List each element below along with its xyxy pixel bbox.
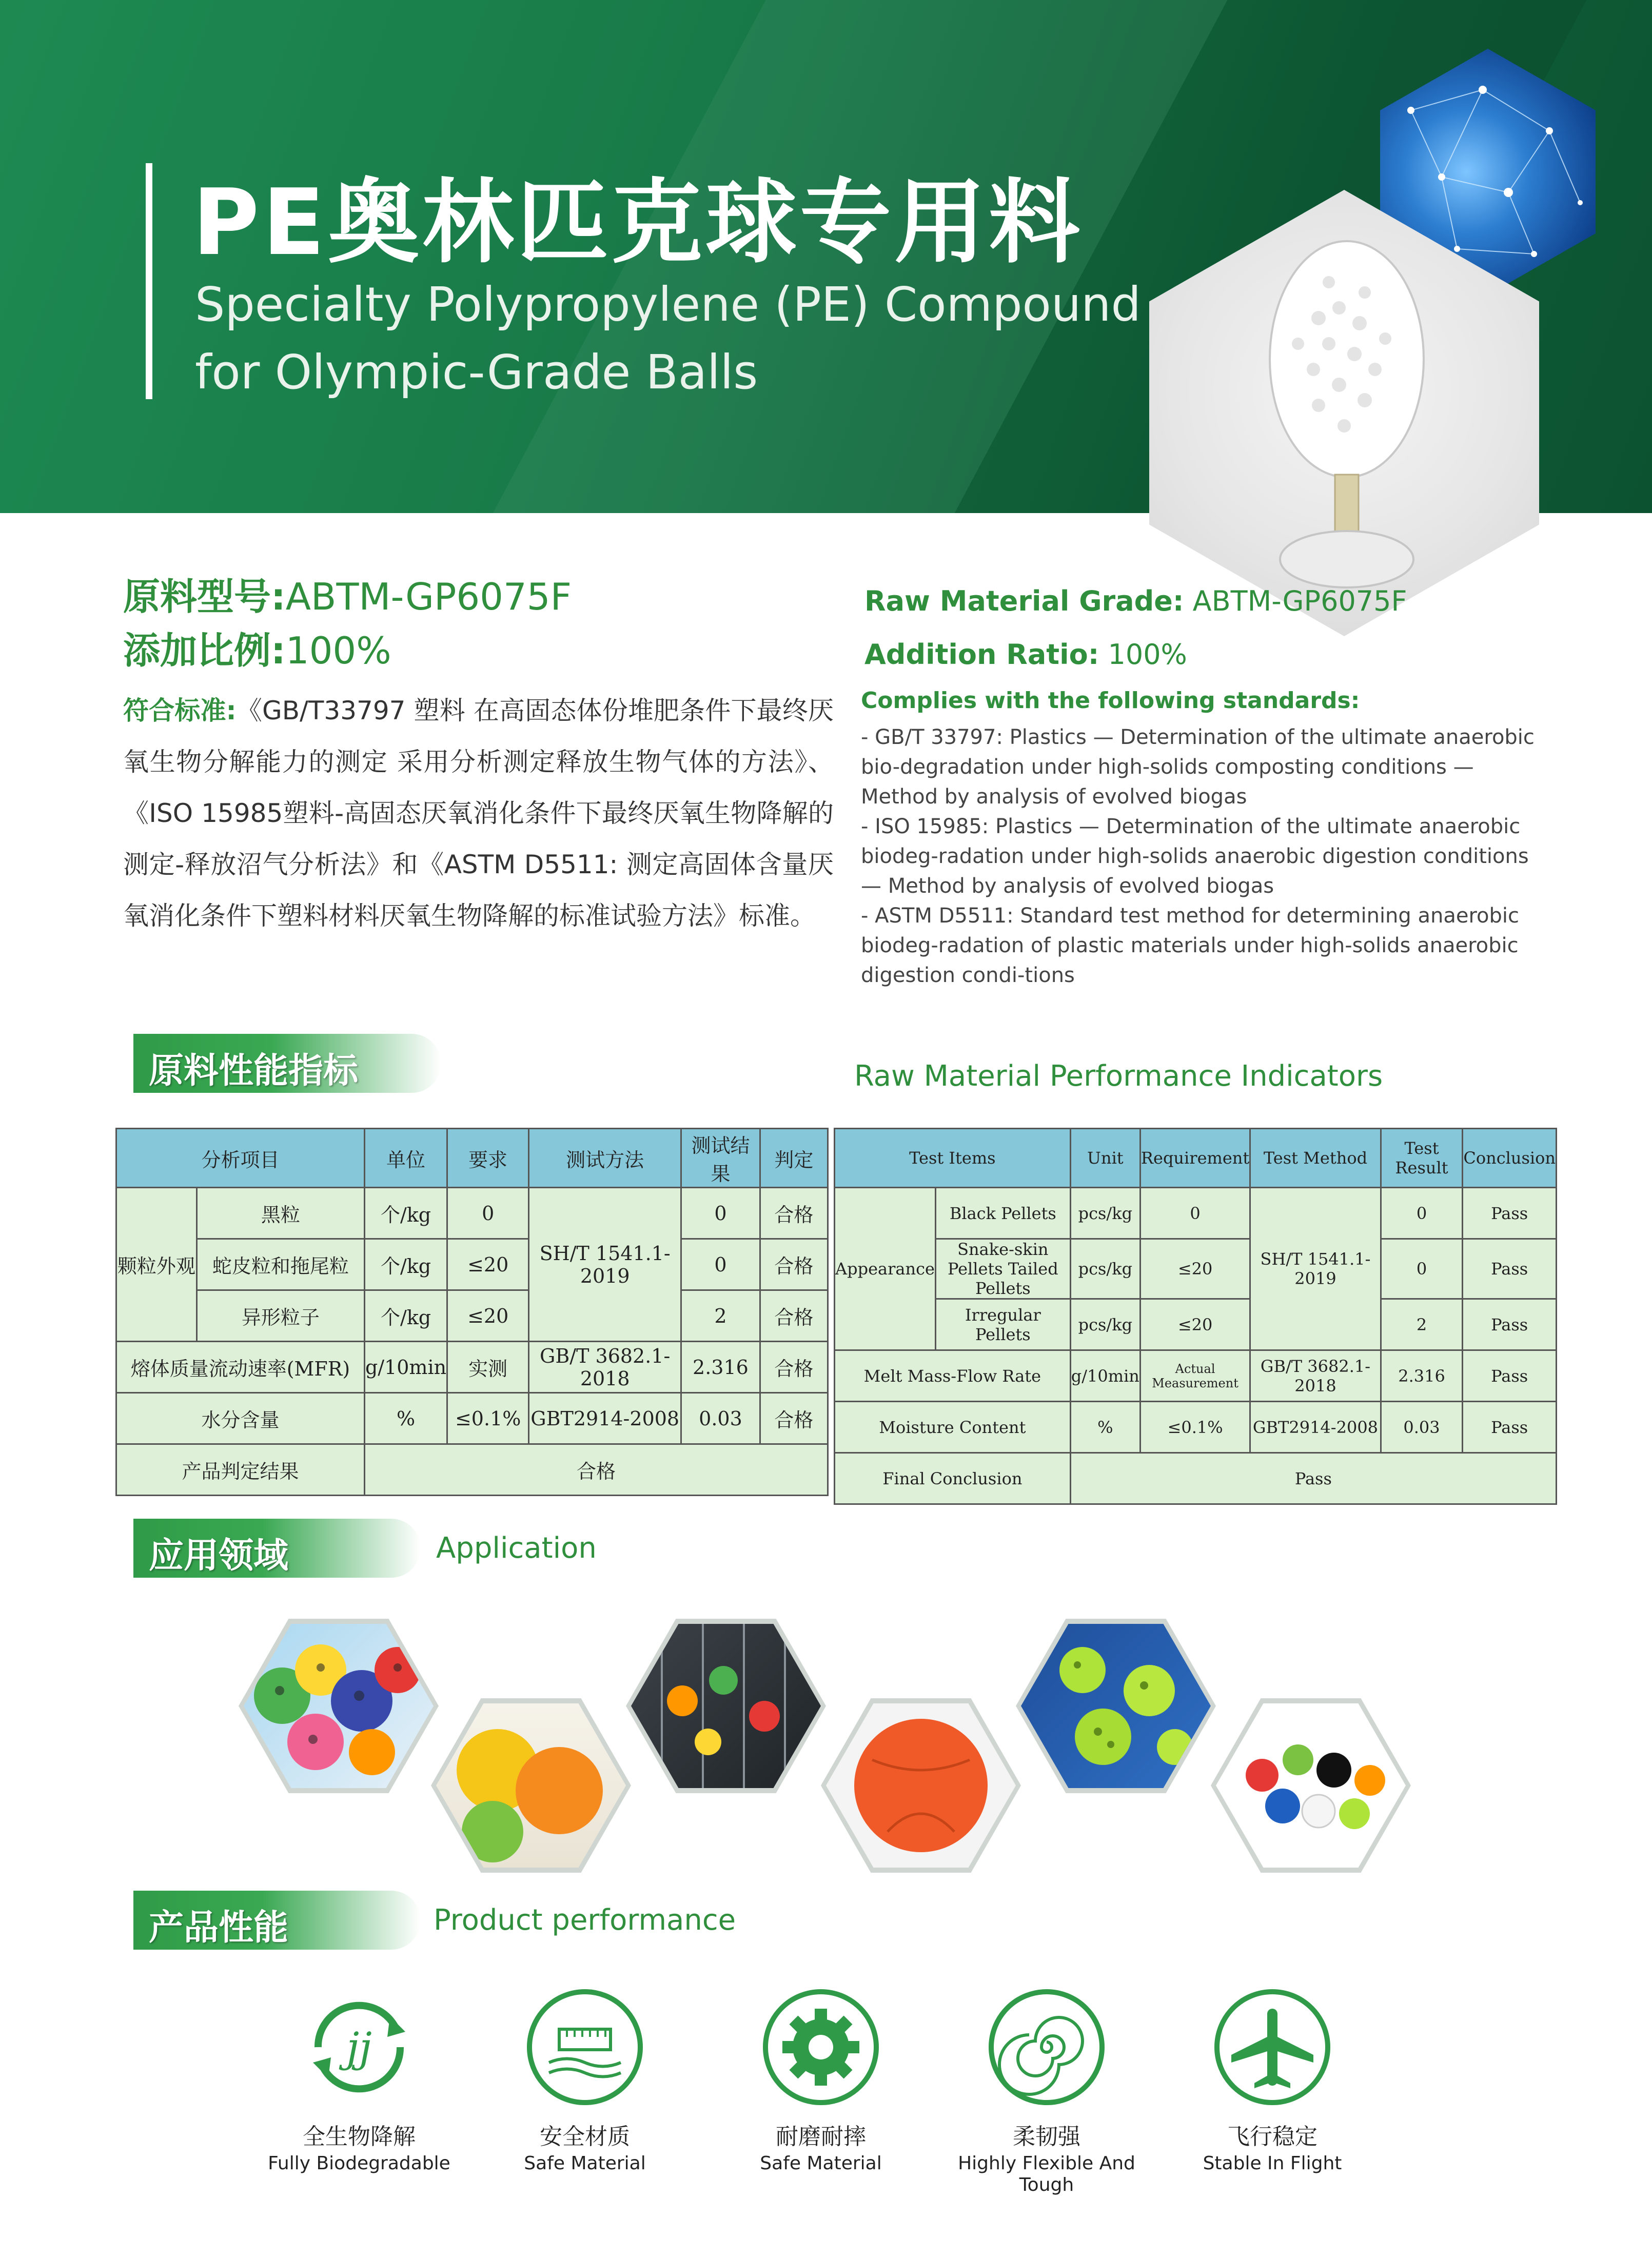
application-image-smooth-balls bbox=[431, 1698, 631, 1873]
section-title-indicators-cn: 原料性能指标 bbox=[149, 1051, 359, 1091]
svg-text:jj: jj bbox=[346, 2024, 372, 2071]
table-cell: 0 bbox=[1381, 1188, 1463, 1239]
table-row bbox=[835, 1402, 1557, 1453]
table-cell: Melt Mass-Flow Rate bbox=[835, 1350, 1071, 1402]
page-title: PE奥林匹克球专用料 bbox=[192, 169, 1084, 276]
table-header-cell: 测试方法 bbox=[529, 1129, 681, 1188]
table-cell: 个/kg bbox=[364, 1239, 447, 1290]
performance-item-safe-material bbox=[493, 1986, 677, 2174]
section-header-indicators bbox=[133, 1034, 441, 1093]
table-row bbox=[835, 1188, 1557, 1239]
table-cell: Pass bbox=[1463, 1188, 1557, 1239]
table-header-row bbox=[835, 1129, 1557, 1188]
table-cell: ≤20 bbox=[447, 1290, 529, 1342]
table-cell: ≤0.1% bbox=[447, 1393, 529, 1444]
ratio-cn bbox=[123, 621, 391, 674]
performance-label-en: Highly Flexible And Tough bbox=[958, 2153, 1135, 2195]
table-cell: 2.316 bbox=[1381, 1350, 1463, 1402]
standards-en-list bbox=[861, 722, 1548, 990]
table-cell: 0.03 bbox=[681, 1393, 760, 1444]
table-row bbox=[835, 1350, 1557, 1402]
table-cell: Snake-skin Pellets Tailed Pellets bbox=[935, 1239, 1070, 1299]
ratio-cn-label: 添加比例: bbox=[123, 629, 286, 672]
table-cell: 0 bbox=[681, 1239, 760, 1290]
table-cell: Irregular Pellets bbox=[935, 1299, 1070, 1350]
table-cell: GBT2914-2008 bbox=[529, 1393, 681, 1444]
table-cell: GB/T 3682.1-2018 bbox=[1250, 1350, 1381, 1402]
table-header-cell: Unit bbox=[1070, 1129, 1140, 1188]
section-title-application-en: Application bbox=[436, 1532, 597, 1565]
table-cell: Pass bbox=[1463, 1239, 1557, 1299]
appearance-method-cell: SH/T 1541.1-2019 bbox=[529, 1188, 681, 1342]
standards-en-item: - ISO 15985: Plastics — Determination of the ultimate anaerobic biodeg-radation under high-solids anaerobic digestion conditions — Method by analysis of evolved biogas bbox=[861, 815, 1529, 898]
grade-en-value: ABTM-GP6075F bbox=[1192, 585, 1407, 617]
table-header-cell: 要求 bbox=[447, 1129, 529, 1188]
standards-en-heading: Complies with the following standards: bbox=[861, 688, 1360, 714]
title-accent-bar bbox=[146, 163, 152, 399]
table-cell: pcs/kg bbox=[1070, 1188, 1140, 1239]
table-cell: GBT2914-2008 bbox=[1250, 1402, 1381, 1453]
page-subtitle-line1: Specialty Polypropylene (PE) Compound bbox=[195, 277, 1141, 332]
table-cell: 2 bbox=[681, 1290, 760, 1342]
grade-cn bbox=[123, 567, 572, 620]
grade-cn-label: 原料型号: bbox=[123, 575, 286, 618]
table-cell: 水分含量 bbox=[116, 1393, 365, 1444]
performance-label-cn: 全生物降解 bbox=[303, 2124, 416, 2150]
performance-item-stable-flight bbox=[1180, 1986, 1365, 2174]
table-cell: 个/kg bbox=[364, 1188, 447, 1239]
table-cell: GB/T 3682.1-2018 bbox=[529, 1342, 681, 1393]
table-header-row bbox=[116, 1129, 828, 1188]
standards-cn-label: 符合标准: bbox=[123, 696, 237, 725]
performance-item-biodegradable bbox=[267, 1986, 451, 2174]
performance-label-en: Safe Material bbox=[760, 2153, 882, 2174]
table-cell: 异形粒子 bbox=[196, 1290, 364, 1342]
performance-item-wear-resistant bbox=[729, 1986, 913, 2174]
table-cell: ≤20 bbox=[1140, 1239, 1250, 1299]
indicators-table-cn bbox=[115, 1128, 829, 1496]
ratio-cn-value: 100% bbox=[285, 629, 391, 672]
performance-label-en: Fully Biodegradable bbox=[268, 2153, 450, 2174]
table-cell: % bbox=[1070, 1402, 1140, 1453]
table-cell: ≤20 bbox=[1140, 1299, 1250, 1350]
table-cell: g/10min bbox=[1070, 1350, 1140, 1402]
performance-label-cn: 飞行稳定 bbox=[1227, 2124, 1317, 2150]
section-title-application-cn: 应用领域 bbox=[149, 1536, 289, 1576]
table-cell: pcs/kg bbox=[1070, 1239, 1140, 1299]
ratio-en-label: Addition Ratio: bbox=[864, 638, 1099, 671]
indicators-table-en bbox=[834, 1128, 1557, 1505]
application-image-pickleballs bbox=[1016, 1619, 1216, 1793]
table-cell: 合格 bbox=[760, 1342, 828, 1393]
table-cell: 个/kg bbox=[364, 1290, 447, 1342]
performance-label-en: Safe Material bbox=[524, 2153, 646, 2174]
table-cell: 0 bbox=[1140, 1188, 1250, 1239]
table-cell: Black Pellets bbox=[935, 1188, 1070, 1239]
table-cell: g/10min bbox=[364, 1342, 447, 1393]
grade-cn-value: ABTM-GP6075F bbox=[285, 575, 572, 618]
table-header-cell: 单位 bbox=[364, 1129, 447, 1188]
table-cell: pcs/kg bbox=[1070, 1299, 1140, 1350]
table-header-cell: 测试结果 bbox=[681, 1129, 760, 1188]
application-image-orange-ball bbox=[821, 1698, 1021, 1873]
table-cell: 0 bbox=[447, 1188, 529, 1239]
table-row bbox=[116, 1444, 828, 1496]
table-cell: 0.03 bbox=[1381, 1402, 1463, 1453]
gear-icon bbox=[759, 1986, 882, 2109]
table-cell: 2.316 bbox=[681, 1342, 760, 1393]
section-header-application bbox=[133, 1519, 421, 1578]
application-image-hollow-balls bbox=[1211, 1698, 1411, 1873]
table-cell: 合格 bbox=[364, 1444, 828, 1496]
performance-label-cn: 安全材质 bbox=[540, 2124, 630, 2150]
table-row bbox=[116, 1290, 828, 1342]
table-cell: Pass bbox=[1463, 1350, 1557, 1402]
table-row bbox=[835, 1299, 1557, 1350]
table-cell: 合格 bbox=[760, 1393, 828, 1444]
application-image-machine-balls bbox=[626, 1619, 826, 1793]
table-header-cell: Requirement bbox=[1140, 1129, 1250, 1188]
application-image-colorful-balls bbox=[239, 1619, 439, 1793]
table-cell: % bbox=[364, 1393, 447, 1444]
table-row bbox=[116, 1188, 828, 1239]
grade-en bbox=[864, 585, 1407, 617]
table-cell: ≤20 bbox=[447, 1239, 529, 1290]
table-cell: Pass bbox=[1463, 1299, 1557, 1350]
table-cell: 黑粒 bbox=[196, 1188, 364, 1239]
table-cell: 2 bbox=[1381, 1299, 1463, 1350]
performance-label-cn: 柔韧强 bbox=[1013, 2124, 1080, 2150]
section-title-performance-cn: 产品性能 bbox=[149, 1908, 289, 1948]
table-cell: 产品判定结果 bbox=[116, 1444, 365, 1496]
section-title-performance-en: Product performance bbox=[434, 1903, 736, 1937]
table-cell: 合格 bbox=[760, 1239, 828, 1290]
table-cell: Moisture Content bbox=[835, 1402, 1071, 1453]
table-cell: Actual Measurement bbox=[1140, 1350, 1250, 1402]
table-cell: Pass bbox=[1070, 1453, 1556, 1504]
ratio-en-value: 100% bbox=[1108, 638, 1187, 671]
table-row bbox=[116, 1239, 828, 1290]
table-cell: 合格 bbox=[760, 1188, 828, 1239]
table-header-cell: 判定 bbox=[760, 1129, 828, 1188]
appearance-group-cell: Appearance bbox=[835, 1188, 936, 1350]
table-row bbox=[116, 1393, 828, 1444]
performance-label-cn: 耐磨耐摔 bbox=[776, 2124, 866, 2150]
table-cell: 0 bbox=[681, 1188, 760, 1239]
section-header-performance bbox=[133, 1891, 421, 1950]
appearance-method-cell: SH/T 1541.1-2019 bbox=[1250, 1188, 1381, 1350]
ratio-en bbox=[864, 638, 1187, 671]
table-header-cell: 分析项目 bbox=[116, 1129, 365, 1188]
table-cell: Pass bbox=[1463, 1402, 1557, 1453]
table-cell: 0 bbox=[1381, 1239, 1463, 1299]
grade-en-label: Raw Material Grade: bbox=[864, 585, 1184, 617]
table-cell: Final Conclusion bbox=[835, 1453, 1071, 1504]
spiral-icon bbox=[985, 1986, 1108, 2109]
performance-item-flexible bbox=[954, 1986, 1139, 2196]
table-header-cell: Conclusion bbox=[1463, 1129, 1557, 1188]
section-title-indicators-en: Raw Material Performance Indicators bbox=[854, 1059, 1383, 1093]
table-cell: 蛇皮粒和拖尾粒 bbox=[196, 1239, 364, 1290]
table-row bbox=[116, 1342, 828, 1393]
shield-material-icon bbox=[523, 1986, 646, 2109]
table-cell: 实测 bbox=[447, 1342, 529, 1393]
standards-cn bbox=[123, 685, 834, 941]
table-header-cell: Test Result bbox=[1381, 1129, 1463, 1188]
table-cell: 熔体质量流动速率(MFR) bbox=[116, 1342, 365, 1393]
appearance-group-cell: 颗粒外观 bbox=[116, 1188, 197, 1342]
standards-en-item: - ASTM D5511: Standard test method for determining anaerobic biodeg-radation of plastic materials under high-solids anaerobic digestion condi-tions bbox=[861, 904, 1520, 987]
table-header-cell: Test Items bbox=[835, 1129, 1071, 1188]
standards-cn-text: 《GB/T33797 塑料 在高固态体份堆肥条件下最终厌氧生物分解能力的测定 采用分析测定释放生物气体的方法》、《ISO 15985塑料-高固态厌氧消化条件下最终厌氧生物降解的测定-释放沼气分析法》和《ASTM D5511: 测定高固体含量厌氧消化条件下塑料材料厌氧生物降解的标准试验方法》标准。 bbox=[123, 696, 834, 931]
performance-label-en: Stable In Flight bbox=[1203, 2153, 1342, 2174]
standards-en-item: - GB/T 33797: Plastics — Determination of the ultimate anaerobic bio-degradation under high-solids composting conditions — Method by analysis of evolved biogas bbox=[861, 725, 1535, 809]
table-header-cell: Test Method bbox=[1250, 1129, 1381, 1188]
page-subtitle-line2: for Olympic-Grade Balls bbox=[195, 345, 758, 400]
table-row bbox=[835, 1239, 1557, 1299]
recycle-icon bbox=[298, 1986, 421, 2109]
table-row bbox=[835, 1453, 1557, 1504]
table-cell: ≤0.1% bbox=[1140, 1402, 1250, 1453]
table-cell: 合格 bbox=[760, 1290, 828, 1342]
airplane-icon bbox=[1211, 1986, 1334, 2109]
